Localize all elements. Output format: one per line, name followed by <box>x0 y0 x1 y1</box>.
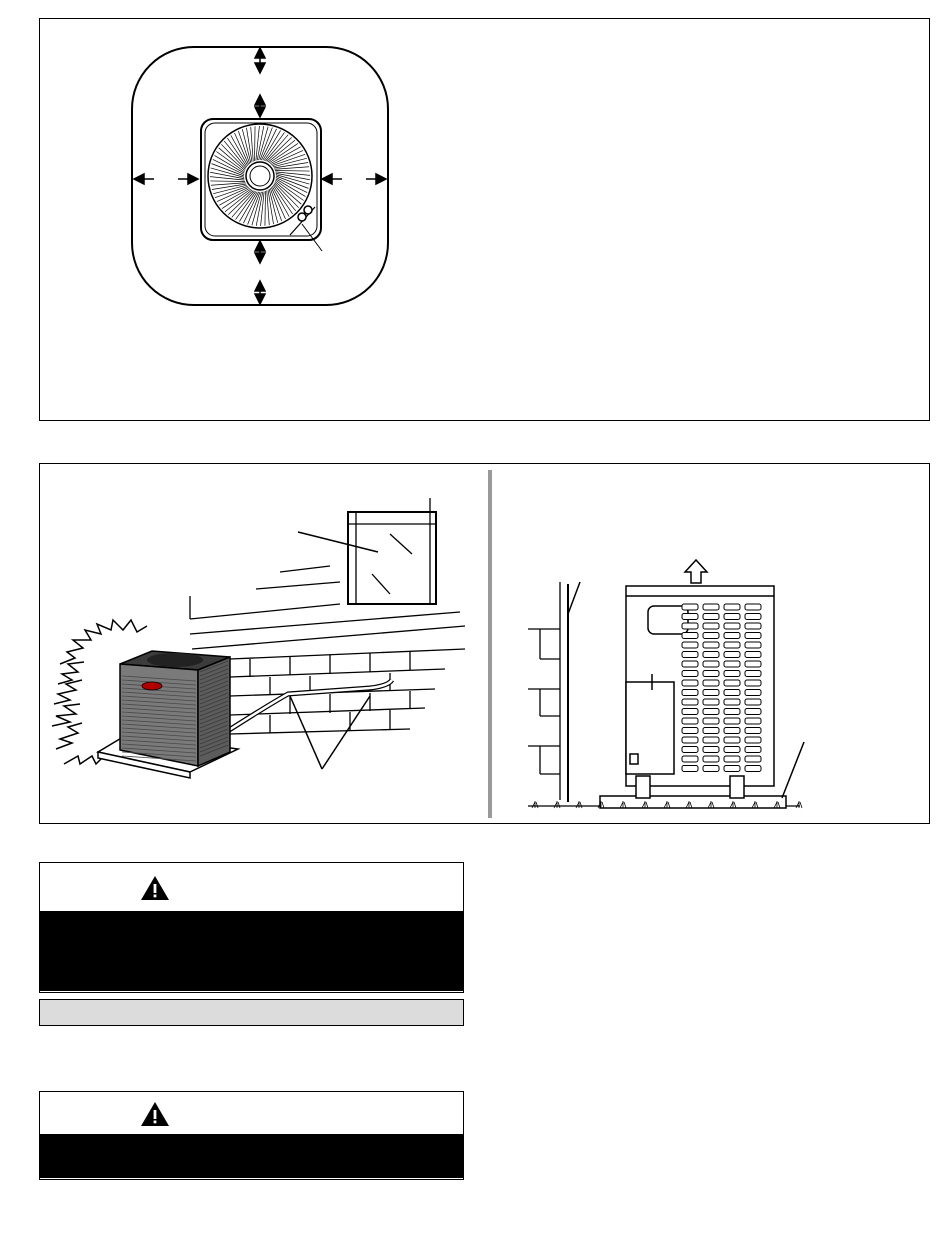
warning-box-2 <box>39 1091 464 1180</box>
brand-badge-icon <box>142 682 162 690</box>
house-wall-illustration <box>190 498 465 769</box>
fan-grille-icon <box>208 124 312 228</box>
right-arrow-icon <box>366 174 386 184</box>
clearance-diagram <box>40 19 928 419</box>
panel-divider <box>488 470 492 818</box>
warning-triangle-icon <box>140 875 170 901</box>
installation-illustrations <box>40 464 928 822</box>
airflow-up-arrow-icon <box>685 560 707 583</box>
outdoor-unit-side-view <box>626 586 774 798</box>
notice-bar <box>39 999 464 1026</box>
mounting-pad <box>600 796 786 808</box>
warning-body <box>40 1134 463 1178</box>
down-arrow-icon <box>255 281 265 304</box>
left-arrow-icon <box>322 174 342 184</box>
right-arrow-icon <box>178 174 198 184</box>
left-arrow-icon <box>134 174 154 184</box>
warning-triangle-icon <box>140 1101 170 1127</box>
outdoor-unit-illustration <box>120 651 230 766</box>
warning-body <box>40 911 463 991</box>
clearance-figure <box>39 18 930 421</box>
down-arrow-icon <box>255 241 265 263</box>
down-arrow-icon <box>255 95 265 117</box>
warning-box-1 <box>39 862 464 993</box>
up-arrow-icon <box>255 48 265 73</box>
warning-header <box>40 1092 463 1134</box>
installation-figure <box>39 463 930 824</box>
warning-header <box>40 863 463 911</box>
